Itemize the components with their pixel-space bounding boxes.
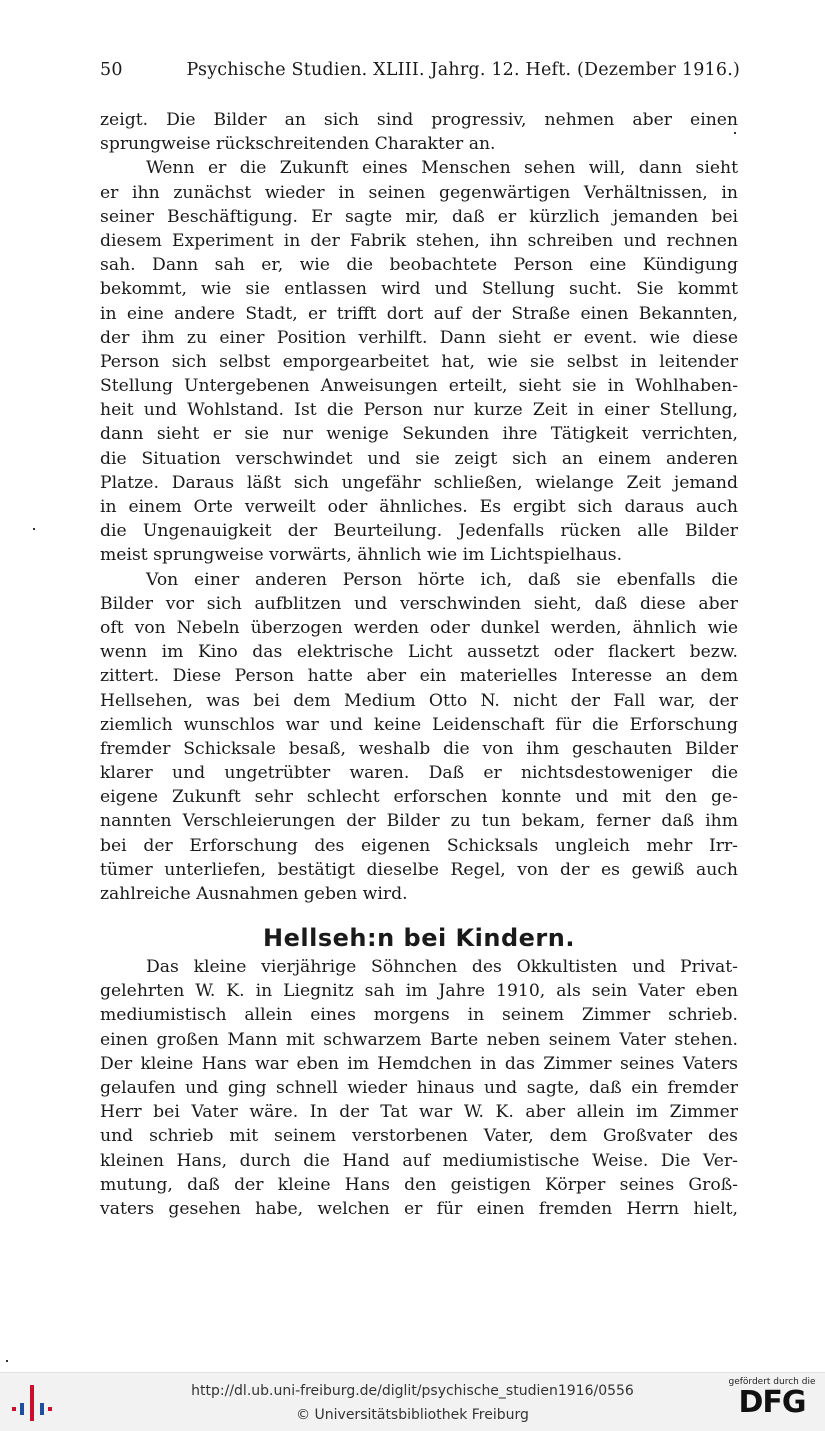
text-line: in einem Orte verweilt oder ähnliches. Es ergibt sich daraus auch [100,497,738,517]
text-line: gelaufen und ging schnell wieder hinaus und sagte, daß ein fremder [100,1077,738,1098]
text-line: Hellsehen, was bei dem Medium Otto N. nicht der Fall war, der [100,690,738,711]
text-line: Der kleine Hans war eben im Hemdchen in das Zimmer seines Vaters [100,1053,738,1074]
running-header [100,60,740,80]
dfg-logo-text: DFG [738,1385,806,1420]
text-line: bei der Erforschung des eigenen Schicksals ungleich mehr Irr- [100,835,738,856]
text-line: zeigt. Die Bilder an sich sind progressiv, nehmen aber einen [100,110,738,130]
text-line: Das kleine vierjährige Söhnchen des Okkultisten und Privat- [146,957,738,977]
text-line: seiner Beschäftigung. Er sagte mir, daß er kürzlich jemanden bei [100,206,738,227]
text-line: kleinen Hans, durch die Hand auf mediumistische Weise. Die Ver- [100,1150,738,1171]
scan-speck [33,528,35,530]
text-line: Platze. Daraus läßt sich ungefähr schließen, wielange Zeit jemand [100,472,738,493]
running-title: Psychische Studien. XLIII. Jahrg. 12. Heft. (Dezember 1916.) [186,60,740,80]
scan-speck [6,1360,8,1362]
text-line: die Ungenauigkeit der Beurteilung. Jedenfalls rücken alle Bilder [100,521,738,542]
text-line: bekommt, wie sie entlassen wird und Stellung sucht. Sie kommt [100,279,738,300]
text-line: meist sprungweise vorwärts, ähnlich wie im Lichtspielhaus. [100,545,623,566]
source-url-link[interactable]: http://dl.ub.uni-freiburg.de/diglit/psychische_studien1916/0556 [191,1383,634,1399]
text-line: nannten Verschleierungen der Bilder zu tun bekam, ferner daß ihm [100,811,738,832]
text-line: vaters gesehen habe, welchen er für einen fremden Herrn hielt, [100,1198,738,1219]
page-number: 50 [100,60,123,80]
text-line: der ihm zu einer Position verhilft. Dann sieht er event. wie diese [100,327,738,348]
text-line: Stellung Untergebenen Anweisungen erteilt, sieht sie in Wohlhaben- [100,376,738,397]
text-line: Herr bei Vater wäre. In der Tat war W. K. aber allein im Zimmer [100,1102,738,1123]
text-line: tümer unterliefen, bestätigt dieselbe Regel, von der es gewiß auch [100,859,738,880]
text-line: er ihn zunächst wieder in seinen gegenwärtigen Verhältnissen, in [100,182,738,203]
text-line: wenn im Kino das elektrische Licht aussetzt oder flackert bezw. [100,642,738,663]
text-line: einen großen Mann mit schwarzem Barte neben seinem Vater stehen. [100,1029,738,1050]
text-line: heit und Wohlstand. Ist die Person nur kurze Zeit in einer Stellung, [100,400,738,421]
text-line: sprungweise rückschreitenden Charakter an. [100,134,496,155]
text-line: fremder Schicksale besaß, weshalb die von ihm geschauten Bilder [100,738,738,759]
copyright-notice: © Universitätsbibliothek Freiburg [296,1407,529,1423]
text-line: klarer und ungetrübter waren. Daß er nichtsdestoweniger die [100,763,738,784]
text-line: zittert. Diese Person hatte aber ein materielles Interesse an dem [100,666,738,687]
text-line: Wenn er die Zukunft eines Menschen sehen will, dann sieht [146,158,738,179]
text-line: und schrieb mit seinem verstorbenen Vater, dem Großvater des [100,1126,738,1147]
text-line: sah. Dann sah er, wie die beobachtete Person eine Kündigung [100,255,738,276]
text-line: Person sich selbst emporgearbeitet hat, wie sie selbst in leitender [100,351,738,372]
text-line: mutung, daß der kleine Hans den geistigen Körper seines Groß- [100,1174,738,1195]
text-line: eigene Zukunft sehr schlecht erforschen konnte und mit den ge- [100,787,738,808]
viewer-footer [0,1372,825,1431]
dfg-logo [727,1377,817,1427]
text-line: oft von Nebeln überzogen werden oder dunkel werden, ähnlich wie [100,617,738,638]
text-line: ziemlich wunschlos war und keine Leidenschaft für die Erforschung [100,714,738,735]
text-line: dann sieht er sie nur wenige Sekunden ihre Tätigkeit verrichten, [100,424,738,445]
dfg-caption: gefördert durch die [728,1377,816,1387]
text-line: mediumistisch allein eines morgens in seinem Zimmer schrieb. [100,1005,738,1026]
text-line: gelehrten W. K. in Liegnitz sah im Jahre 1910, als sein Vater eben [100,981,738,1002]
scan-speck [734,132,736,134]
text-line: Bilder vor sich aufblitzen und verschwinden sieht, daß diese aber [100,593,738,614]
text-line: Von einer anderen Person hörte ich, daß sie ebenfalls die [146,569,738,590]
text-line: zahlreiche Ausnahmen geben wird. [100,884,408,904]
text-section-1 [100,108,738,906]
text-line: die Situation verschwindet und sie zeigt sich an einem anderen [100,448,738,469]
text-line: diesem Experiment in der Fabrik stehen, ihn schreiben und rechnen [100,230,738,251]
text-section-2 [100,955,738,1221]
section-heading: Hellseh:n bei Kindern. [263,924,575,952]
text-line: in eine andere Stadt, er trifft dort auf der Straße einen Bekannten, [100,303,738,324]
